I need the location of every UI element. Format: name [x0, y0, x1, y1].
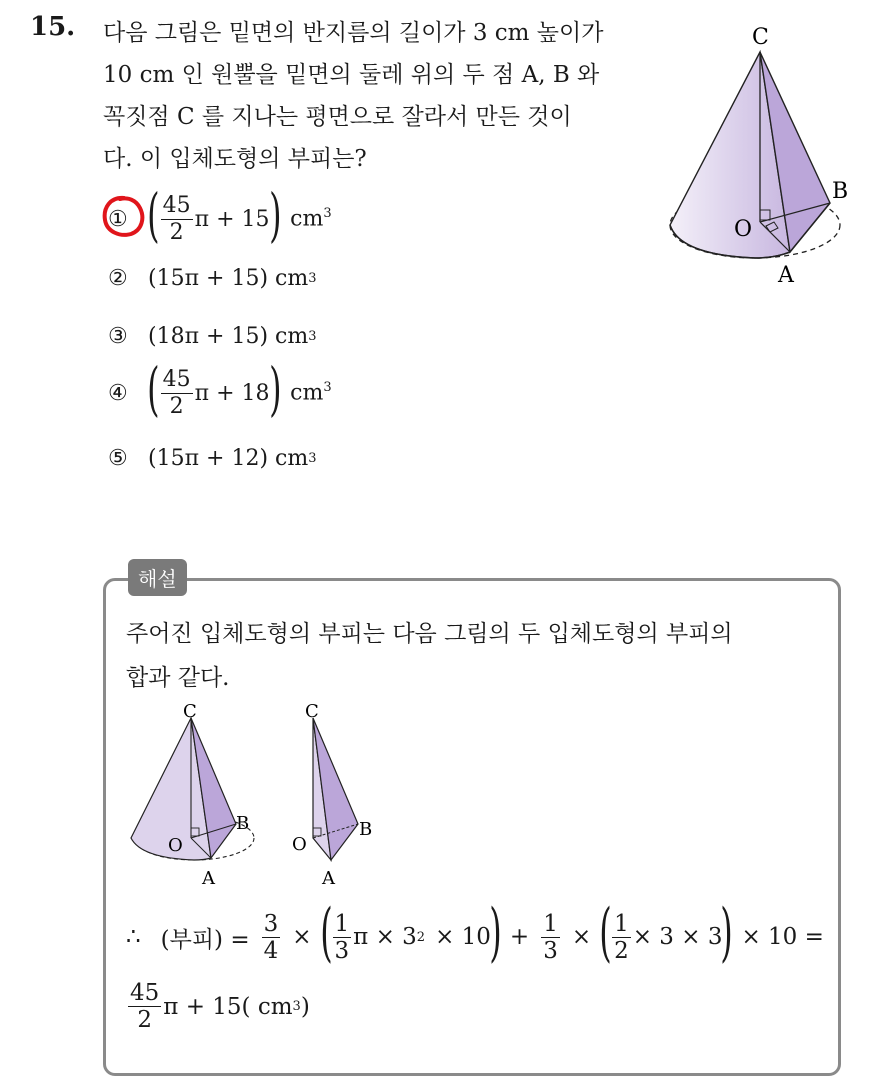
option-3[interactable]: ③ (18π + 15) cm 3 — [108, 324, 317, 349]
option-number: ③ — [108, 324, 128, 349]
option-2[interactable]: ② (15π + 15) cm 3 — [108, 266, 317, 291]
question-line: 10 cm 인 원뿔을 밑면의 둘레 위의 두 점 A, B 와 — [103, 62, 600, 88]
sol-label-o: O — [168, 835, 183, 856]
option-number: ⑤ — [108, 446, 128, 471]
sol-label-o2: O — [292, 834, 307, 855]
question-number: 15. — [30, 12, 76, 42]
solution-text: 주어진 입체도형의 부피는 다음 그림의 두 입체도형의 부피의 합과 같다. — [126, 621, 733, 691]
sol-label-a: A — [202, 868, 215, 889]
label-o: O — [734, 217, 753, 242]
solution-equation-1: ∴ (부피) = $\frac{3}{4}$ × ( $\frac{1}{3}$ π × 3 2 × 10 ) + $\frac{1}{3}$ × ( $\frac{1}{2}$ × 3 × 3 ) × 10 = — [126, 896, 824, 970]
sol-label-c: C — [183, 701, 197, 722]
solution-figure — [126, 698, 378, 892]
label-a: A — [778, 263, 794, 288]
option-5[interactable]: ⑤ (15π + 12) cm 3 — [108, 446, 317, 471]
option-fraction: $\frac{45}{2}$ — [162, 192, 191, 245]
label-b: B — [832, 179, 849, 204]
question-line: 다. 이 입체도형의 부피는? — [103, 146, 367, 172]
option-1[interactable]: ① ( $\frac{45}{2}$ π + 15 ) $cm^3$ — [108, 181, 332, 249]
question-line: 꼭짓점 C 를 지나는 평면으로 잘라서 만든 것이 — [103, 104, 572, 130]
option-number: ④ — [108, 380, 128, 406]
sol-label-b2: B — [359, 819, 373, 840]
sol-label-a2: A — [322, 868, 335, 889]
option-number: ② — [108, 266, 128, 291]
cone-figure — [660, 20, 875, 290]
solution-tab: 해설 — [128, 559, 187, 596]
sol-label-c2: C — [305, 701, 319, 722]
option-number: ① — [108, 206, 128, 232]
label-c: C — [752, 25, 769, 50]
question-line: 다음 그림은 밑면의 반지름의 길이가 3 cm 높이가 — [103, 20, 604, 46]
question-text — [103, 12, 643, 180]
option-4[interactable]: ④ ( $\frac{45}{2}$ π + 18 ) $cm^3$ — [108, 355, 332, 423]
option-fraction: $\frac{45}{2}$ — [162, 366, 191, 419]
sol-label-b: B — [236, 813, 250, 834]
solution-equation-2: $\frac{45}{2}$ π + 15( cm 3 ) — [130, 980, 310, 1033]
